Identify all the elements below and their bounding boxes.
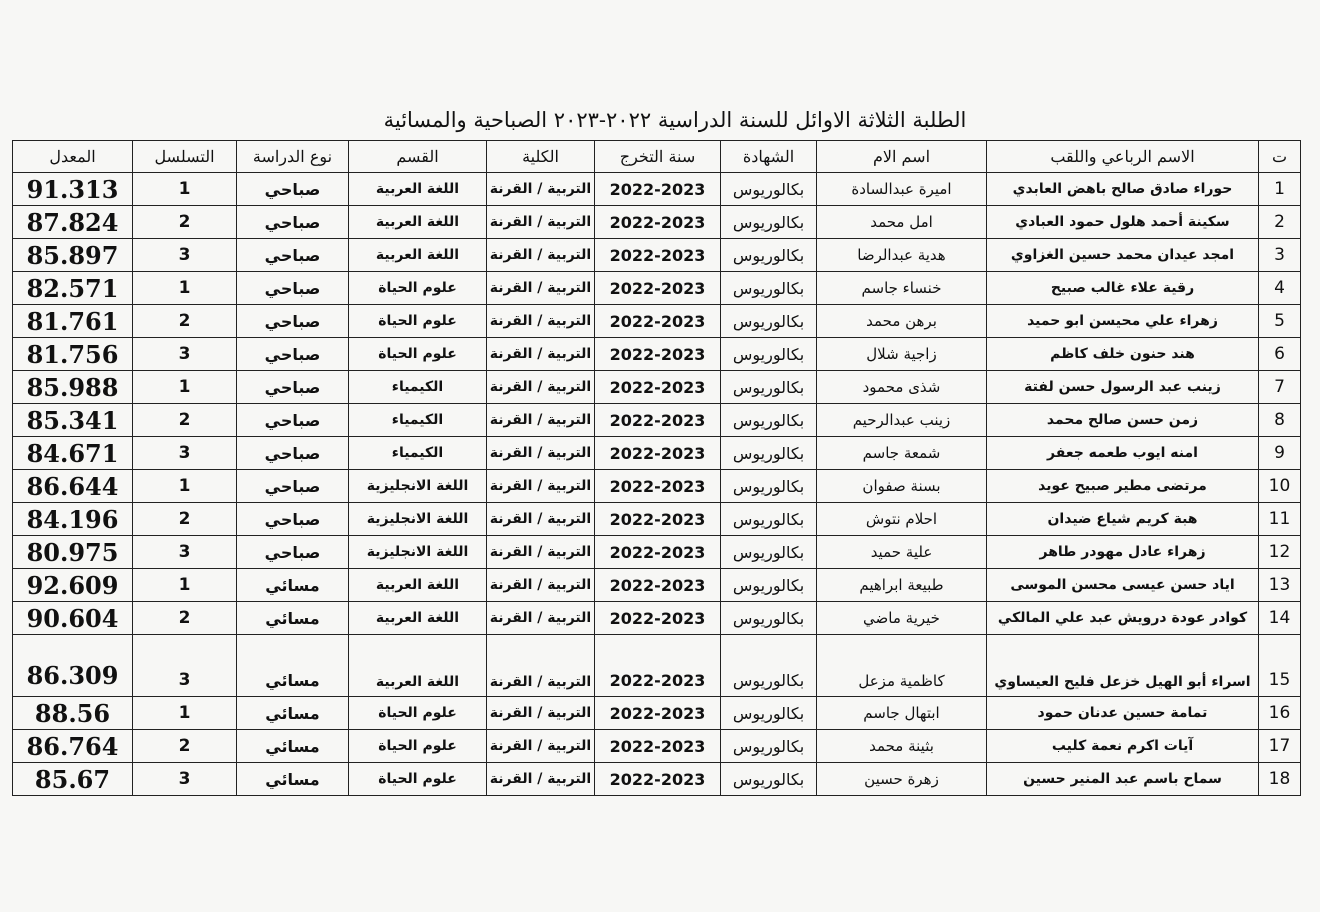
cell-avg: 86.309 — [13, 635, 133, 697]
header-name: الاسم الرباعي واللقب — [987, 141, 1259, 173]
cell-idx: 6 — [1259, 338, 1301, 371]
cell-dept: الكيمياء — [349, 437, 487, 470]
cell-degree: بكالوريوس — [721, 730, 817, 763]
cell-degree: بكالوريوس — [721, 763, 817, 796]
cell-study: مسائي — [237, 697, 349, 730]
cell-mother: بسنة صفوان — [817, 470, 987, 503]
table-row — [13, 206, 1301, 239]
cell-year: 2022-2023 — [595, 730, 721, 763]
cell-degree: بكالوريوس — [721, 206, 817, 239]
cell-study: صباحي — [237, 338, 349, 371]
cell-avg: 90.604 — [13, 602, 133, 635]
cell-degree: بكالوريوس — [721, 602, 817, 635]
cell-dept: علوم الحياة — [349, 305, 487, 338]
cell-year: 2022-2023 — [595, 404, 721, 437]
cell-college: التربية / القرنة — [487, 272, 595, 305]
cell-idx: 10 — [1259, 470, 1301, 503]
cell-dept: علوم الحياة — [349, 730, 487, 763]
cell-name: سكينة أحمد هلول حمود العبادي — [987, 206, 1259, 239]
cell-name: هبة كريم شياع ضيدان — [987, 503, 1259, 536]
cell-dept: علوم الحياة — [349, 697, 487, 730]
cell-year: 2022-2023 — [595, 697, 721, 730]
cell-study: صباحي — [237, 239, 349, 272]
cell-idx: 12 — [1259, 536, 1301, 569]
cell-avg: 84.196 — [13, 503, 133, 536]
cell-college: التربية / القرنة — [487, 239, 595, 272]
cell-dept: اللغة العربية — [349, 206, 487, 239]
header-idx: ت — [1259, 141, 1301, 173]
cell-avg: 80.975 — [13, 536, 133, 569]
cell-year: 2022-2023 — [595, 437, 721, 470]
cell-avg: 86.764 — [13, 730, 133, 763]
cell-idx: 17 — [1259, 730, 1301, 763]
cell-dept: اللغة العربية — [349, 569, 487, 602]
table-row — [13, 272, 1301, 305]
cell-degree: بكالوريوس — [721, 635, 817, 697]
cell-degree: بكالوريوس — [721, 503, 817, 536]
cell-year: 2022-2023 — [595, 503, 721, 536]
header-study: نوع الدراسة — [237, 141, 349, 173]
cell-seq: 1 — [133, 569, 237, 602]
cell-seq: 2 — [133, 602, 237, 635]
cell-mother: امل محمد — [817, 206, 987, 239]
cell-seq: 1 — [133, 173, 237, 206]
cell-mother: شمعة جاسم — [817, 437, 987, 470]
cell-college: التربية / القرنة — [487, 173, 595, 206]
table-row — [13, 635, 1301, 697]
cell-mother: علية حميد — [817, 536, 987, 569]
cell-degree: بكالوريوس — [721, 404, 817, 437]
cell-seq: 2 — [133, 404, 237, 437]
cell-seq: 1 — [133, 697, 237, 730]
header-avg: المعدل — [13, 141, 133, 173]
cell-idx: 3 — [1259, 239, 1301, 272]
table-row — [13, 404, 1301, 437]
cell-dept: علوم الحياة — [349, 763, 487, 796]
cell-study: مسائي — [237, 569, 349, 602]
cell-study: صباحي — [237, 272, 349, 305]
cell-year: 2022-2023 — [595, 635, 721, 697]
cell-mother: زاجية شلال — [817, 338, 987, 371]
cell-year: 2022-2023 — [595, 206, 721, 239]
cell-college: التربية / القرنة — [487, 206, 595, 239]
cell-degree: بكالوريوس — [721, 338, 817, 371]
cell-idx: 8 — [1259, 404, 1301, 437]
table-row — [13, 239, 1301, 272]
cell-idx: 18 — [1259, 763, 1301, 796]
cell-avg: 85.897 — [13, 239, 133, 272]
cell-year: 2022-2023 — [595, 602, 721, 635]
cell-year: 2022-2023 — [595, 173, 721, 206]
cell-dept: اللغة العربية — [349, 602, 487, 635]
cell-seq: 3 — [133, 437, 237, 470]
cell-dept: اللغة العربية — [349, 173, 487, 206]
cell-mother: خنساء جاسم — [817, 272, 987, 305]
cell-study: صباحي — [237, 305, 349, 338]
cell-seq: 3 — [133, 338, 237, 371]
cell-mother: خيرية ماضي — [817, 602, 987, 635]
cell-idx: 7 — [1259, 371, 1301, 404]
cell-mother: ابتهال جاسم — [817, 697, 987, 730]
cell-avg: 82.571 — [13, 272, 133, 305]
table-row — [13, 697, 1301, 730]
cell-name: آيات اكرم نعمة كليب — [987, 730, 1259, 763]
cell-college: التربية / القرنة — [487, 602, 595, 635]
header-dept: القسم — [349, 141, 487, 173]
cell-avg: 87.824 — [13, 206, 133, 239]
cell-college: التربية / القرنة — [487, 635, 595, 697]
table-body — [13, 173, 1301, 796]
cell-dept: اللغة الانجليزية — [349, 470, 487, 503]
cell-mother: زينب عبدالرحيم — [817, 404, 987, 437]
cell-avg: 88.56 — [13, 697, 133, 730]
cell-seq: 1 — [133, 470, 237, 503]
cell-avg: 86.644 — [13, 470, 133, 503]
header-year: سنة التخرج — [595, 141, 721, 173]
cell-degree: بكالوريوس — [721, 305, 817, 338]
cell-seq: 1 — [133, 272, 237, 305]
cell-college: التربية / القرنة — [487, 763, 595, 796]
cell-study: صباحي — [237, 536, 349, 569]
cell-name: زمن حسن صالح محمد — [987, 404, 1259, 437]
header-row — [13, 141, 1301, 173]
cell-name: زهراء عادل مهودر طاهر — [987, 536, 1259, 569]
table-row — [13, 338, 1301, 371]
cell-avg: 81.756 — [13, 338, 133, 371]
cell-name: اياد حسن عيسى محسن الموسى — [987, 569, 1259, 602]
cell-mother: كاظمية مزعل — [817, 635, 987, 697]
table-row — [13, 173, 1301, 206]
cell-degree: بكالوريوس — [721, 272, 817, 305]
cell-idx: 9 — [1259, 437, 1301, 470]
cell-name: رقية علاء غالب صبيح — [987, 272, 1259, 305]
cell-degree: بكالوريوس — [721, 470, 817, 503]
cell-college: التربية / القرنة — [487, 730, 595, 763]
cell-dept: اللغة العربية — [349, 239, 487, 272]
cell-study: مسائي — [237, 635, 349, 697]
cell-degree: بكالوريوس — [721, 536, 817, 569]
cell-mother: طبيعة ابراهيم — [817, 569, 987, 602]
cell-degree: بكالوريوس — [721, 239, 817, 272]
table-row — [13, 503, 1301, 536]
table-row — [13, 569, 1301, 602]
cell-year: 2022-2023 — [595, 305, 721, 338]
cell-name: زهراء علي محيسن ابو حميد — [987, 305, 1259, 338]
cell-name: مرتضى مطير صبيح عويد — [987, 470, 1259, 503]
cell-college: التربية / القرنة — [487, 338, 595, 371]
table-row — [13, 602, 1301, 635]
cell-degree: بكالوريوس — [721, 569, 817, 602]
cell-study: صباحي — [237, 371, 349, 404]
cell-name: امنه ايوب طعمه جعفر — [987, 437, 1259, 470]
cell-seq: 2 — [133, 730, 237, 763]
cell-avg: 85.67 — [13, 763, 133, 796]
cell-study: صباحي — [237, 206, 349, 239]
cell-study: مسائي — [237, 763, 349, 796]
cell-study: مسائي — [237, 730, 349, 763]
cell-avg: 85.341 — [13, 404, 133, 437]
cell-name: حوراء صادق صالح باهض العابدي — [987, 173, 1259, 206]
cell-study: مسائي — [237, 602, 349, 635]
cell-college: التربية / القرنة — [487, 503, 595, 536]
cell-year: 2022-2023 — [595, 239, 721, 272]
cell-mother: شذى محمود — [817, 371, 987, 404]
cell-mother: بثينة محمد — [817, 730, 987, 763]
cell-degree: بكالوريوس — [721, 173, 817, 206]
cell-idx: 5 — [1259, 305, 1301, 338]
cell-college: التربية / القرنة — [487, 697, 595, 730]
cell-seq: 3 — [133, 536, 237, 569]
table-row — [13, 763, 1301, 796]
cell-avg: 84.671 — [13, 437, 133, 470]
cell-name: تمامة حسين عدنان حمود — [987, 697, 1259, 730]
cell-idx: 16 — [1259, 697, 1301, 730]
cell-year: 2022-2023 — [595, 569, 721, 602]
header-seq: التسلسل — [133, 141, 237, 173]
table-row — [13, 730, 1301, 763]
cell-study: صباحي — [237, 404, 349, 437]
cell-college: التربية / القرنة — [487, 371, 595, 404]
cell-name: امجد عيدان محمد حسين الغزاوي — [987, 239, 1259, 272]
cell-dept: الكيمياء — [349, 404, 487, 437]
cell-degree: بكالوريوس — [721, 437, 817, 470]
cell-idx: 11 — [1259, 503, 1301, 536]
cell-seq: 3 — [133, 763, 237, 796]
cell-mother: زهرة حسين — [817, 763, 987, 796]
table-row — [13, 437, 1301, 470]
cell-dept: اللغة الانجليزية — [349, 536, 487, 569]
cell-name: اسراء أبو الهيل خزعل فليح العيساوي — [987, 635, 1259, 697]
cell-idx: 14 — [1259, 602, 1301, 635]
header-college: الكلية — [487, 141, 595, 173]
table-row — [13, 470, 1301, 503]
cell-year: 2022-2023 — [595, 763, 721, 796]
cell-dept: اللغة العربية — [349, 635, 487, 697]
cell-study: صباحي — [237, 503, 349, 536]
cell-college: التربية / القرنة — [487, 437, 595, 470]
cell-college: التربية / القرنة — [487, 404, 595, 437]
table-row — [13, 371, 1301, 404]
cell-college: التربية / القرنة — [487, 470, 595, 503]
cell-avg: 91.313 — [13, 173, 133, 206]
table-row — [13, 305, 1301, 338]
cell-name: زينب عبد الرسول حسن لفتة — [987, 371, 1259, 404]
cell-idx: 13 — [1259, 569, 1301, 602]
cell-year: 2022-2023 — [595, 536, 721, 569]
cell-year: 2022-2023 — [595, 470, 721, 503]
cell-year: 2022-2023 — [595, 272, 721, 305]
cell-college: التربية / القرنة — [487, 305, 595, 338]
cell-avg: 81.761 — [13, 305, 133, 338]
cell-dept: علوم الحياة — [349, 272, 487, 305]
cell-name: هند حنون خلف كاظم — [987, 338, 1259, 371]
cell-seq: 3 — [133, 635, 237, 697]
cell-year: 2022-2023 — [595, 371, 721, 404]
cell-idx: 2 — [1259, 206, 1301, 239]
cell-degree: بكالوريوس — [721, 697, 817, 730]
header-mother: اسم الام — [817, 141, 987, 173]
cell-study: صباحي — [237, 173, 349, 206]
cell-college: التربية / القرنة — [487, 569, 595, 602]
cell-mother: احلام نتوش — [817, 503, 987, 536]
cell-year: 2022-2023 — [595, 338, 721, 371]
cell-mother: برهن محمد — [817, 305, 987, 338]
cell-study: صباحي — [237, 437, 349, 470]
cell-name: سماح باسم عبد المنير حسين — [987, 763, 1259, 796]
header-degree: الشهادة — [721, 141, 817, 173]
cell-degree: بكالوريوس — [721, 371, 817, 404]
cell-study: صباحي — [237, 470, 349, 503]
cell-dept: اللغة الانجليزية — [349, 503, 487, 536]
cell-seq: 3 — [133, 239, 237, 272]
cell-idx: 1 — [1259, 173, 1301, 206]
cell-college: التربية / القرنة — [487, 536, 595, 569]
cell-seq: 2 — [133, 305, 237, 338]
cell-seq: 2 — [133, 503, 237, 536]
cell-idx: 4 — [1259, 272, 1301, 305]
cell-seq: 1 — [133, 371, 237, 404]
cell-mother: اميرة عبدالسادة — [817, 173, 987, 206]
cell-idx: 15 — [1259, 635, 1301, 697]
cell-avg: 85.988 — [13, 371, 133, 404]
cell-dept: علوم الحياة — [349, 338, 487, 371]
cell-avg: 92.609 — [13, 569, 133, 602]
students-table — [12, 140, 1301, 796]
cell-mother: هدية عبدالرضا — [817, 239, 987, 272]
document-title: الطلبة الثلاثة الاوائل للسنة الدراسية ٢٠٢٢-٢٠٢٣ الصباحية والمسائية — [383, 108, 967, 132]
cell-name: كوادر عودة درويش عبد علي المالكي — [987, 602, 1259, 635]
table-row — [13, 536, 1301, 569]
cell-dept: الكيمياء — [349, 371, 487, 404]
cell-seq: 2 — [133, 206, 237, 239]
